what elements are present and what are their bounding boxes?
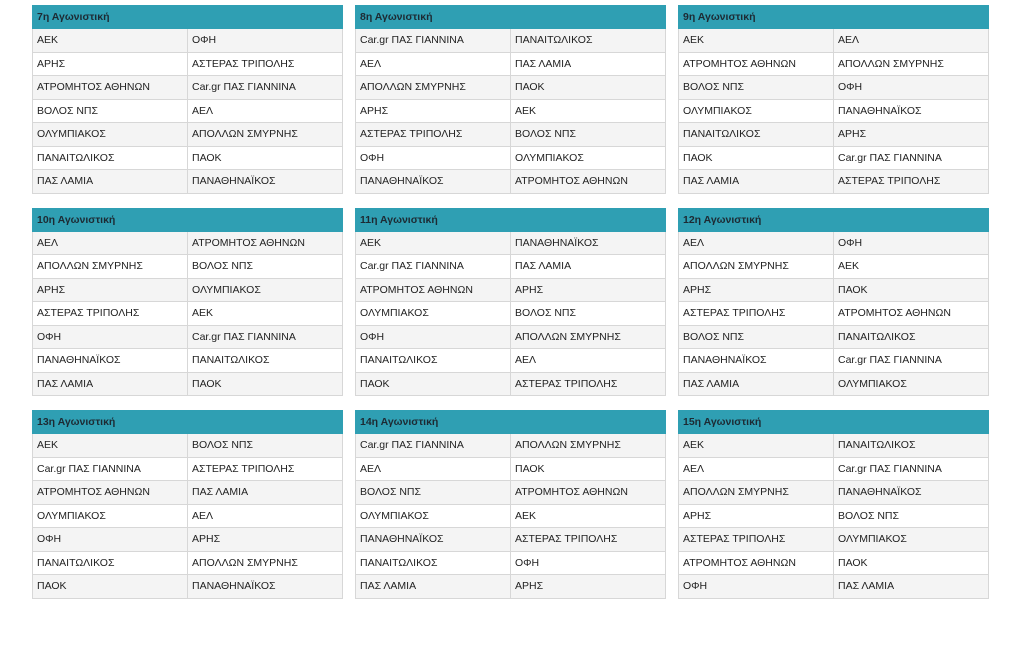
home-team: ΑΣΤΕΡΑΣ ΤΡΙΠΟΛΗΣ (679, 302, 834, 326)
match-row (356, 325, 666, 349)
round-table (678, 410, 989, 599)
match-row (33, 255, 343, 279)
home-team: ΑΤΡΟΜΗΤΟΣ ΑΘΗΝΩΝ (679, 551, 834, 575)
fixtures-grid (32, 5, 988, 599)
home-team: ΟΛΥΜΠΙΑΚΟΣ (33, 123, 188, 147)
match-row (356, 434, 666, 458)
away-team: Car.gr ΠΑΣ ΓΙΑΝΝΙΝΑ (834, 146, 989, 170)
home-team: ΑΕΛ (679, 231, 834, 255)
away-team: ΠΑΝΑΘΗΝΑΪΚΟΣ (188, 170, 343, 194)
match-row (679, 123, 989, 147)
home-team: ΑΕΛ (679, 457, 834, 481)
away-team: ΟΛΥΜΠΙΑΚΟΣ (188, 278, 343, 302)
match-row (33, 504, 343, 528)
home-team: Car.gr ΠΑΣ ΓΙΑΝΝΙΝΑ (356, 29, 511, 53)
home-team: ΠΑΟΚ (356, 372, 511, 396)
away-team: ΑΕΛ (188, 504, 343, 528)
away-team: ΑΤΡΟΜΗΤΟΣ ΑΘΗΝΩΝ (511, 481, 666, 505)
home-team: ΠΑΣ ΛΑΜΙΑ (33, 170, 188, 194)
match-row (679, 231, 989, 255)
round-title: 9η Αγωνιστική (679, 6, 989, 29)
away-team: Car.gr ΠΑΣ ΓΙΑΝΝΙΝΑ (188, 325, 343, 349)
match-row (356, 528, 666, 552)
away-team: ΒΟΛΟΣ ΝΠΣ (188, 434, 343, 458)
home-team: ΠΑΝΑΙΤΩΛΙΚΟΣ (33, 146, 188, 170)
match-row (33, 457, 343, 481)
home-team: ΟΦΗ (33, 528, 188, 552)
match-row (33, 575, 343, 599)
away-team: ΒΟΛΟΣ ΝΠΣ (834, 504, 989, 528)
away-team: ΠΑΝΑΘΗΝΑΪΚΟΣ (188, 575, 343, 599)
match-row (33, 99, 343, 123)
round-title: 13η Αγωνιστική (33, 411, 343, 434)
match-row (679, 99, 989, 123)
away-team: ΒΟΛΟΣ ΝΠΣ (511, 123, 666, 147)
home-team: ΟΦΗ (356, 146, 511, 170)
away-team: ΑΣΤΕΡΑΣ ΤΡΙΠΟΛΗΣ (188, 52, 343, 76)
home-team: ΠΑΣ ΛΑΜΙΑ (679, 372, 834, 396)
match-row (33, 29, 343, 53)
home-team: ΠΑΝΑΘΗΝΑΪΚΟΣ (356, 528, 511, 552)
home-team: ΑΕΚ (679, 29, 834, 53)
match-row (356, 146, 666, 170)
match-row (33, 146, 343, 170)
home-team: ΠΑΝΑΙΤΩΛΙΚΟΣ (679, 123, 834, 147)
match-row (356, 457, 666, 481)
away-team: ΟΛΥΜΠΙΑΚΟΣ (834, 372, 989, 396)
match-row (679, 146, 989, 170)
match-row (356, 504, 666, 528)
home-team: ΑΡΗΣ (33, 52, 188, 76)
round-table (32, 410, 343, 599)
home-team: ΑΕΚ (33, 434, 188, 458)
match-row (356, 349, 666, 373)
match-row (679, 302, 989, 326)
away-team: ΑΣΤΕΡΑΣ ΤΡΙΠΟΛΗΣ (511, 372, 666, 396)
match-row (33, 551, 343, 575)
match-row (356, 99, 666, 123)
away-team: ΠΑΟΚ (511, 76, 666, 100)
home-team: ΑΣΤΕΡΑΣ ΤΡΙΠΟΛΗΣ (679, 528, 834, 552)
match-row (679, 76, 989, 100)
away-team: ΟΦΗ (834, 76, 989, 100)
away-team: ΑΕΚ (188, 302, 343, 326)
away-team: ΠΑΣ ΛΑΜΙΑ (511, 255, 666, 279)
away-team: ΑΕΚ (511, 99, 666, 123)
home-team: ΠΑΣ ΛΑΜΙΑ (356, 575, 511, 599)
home-team: ΒΟΛΟΣ ΝΠΣ (679, 76, 834, 100)
away-team: Car.gr ΠΑΣ ΓΙΑΝΝΙΝΑ (188, 76, 343, 100)
away-team: ΑΡΗΣ (834, 123, 989, 147)
away-team: ΑΕΚ (511, 504, 666, 528)
match-row (679, 551, 989, 575)
home-team: ΑΡΗΣ (679, 278, 834, 302)
match-row (33, 325, 343, 349)
away-team: ΠΑΟΚ (834, 551, 989, 575)
match-row (679, 575, 989, 599)
away-team: ΑΣΤΕΡΑΣ ΤΡΙΠΟΛΗΣ (511, 528, 666, 552)
away-team: ΑΡΗΣ (511, 278, 666, 302)
round-table (355, 5, 666, 194)
match-row (679, 504, 989, 528)
home-team: ΟΦΗ (356, 325, 511, 349)
away-team: ΑΕΛ (511, 349, 666, 373)
away-team: ΑΤΡΟΜΗΤΟΣ ΑΘΗΝΩΝ (834, 302, 989, 326)
home-team: ΑΠΟΛΛΩΝ ΣΜΥΡΝΗΣ (356, 76, 511, 100)
away-team: ΠΑΟΚ (188, 146, 343, 170)
home-team: ΑΡΗΣ (356, 99, 511, 123)
away-team: ΑΠΟΛΛΩΝ ΣΜΥΡΝΗΣ (834, 52, 989, 76)
home-team: ΑΠΟΛΛΩΝ ΣΜΥΡΝΗΣ (679, 481, 834, 505)
away-team: ΑΠΟΛΛΩΝ ΣΜΥΡΝΗΣ (188, 123, 343, 147)
home-team: ΟΛΥΜΠΙΑΚΟΣ (33, 504, 188, 528)
round-table (678, 208, 989, 397)
match-row (679, 457, 989, 481)
away-team: ΑΕΛ (834, 29, 989, 53)
round-table (355, 208, 666, 397)
away-team: ΠΑΣ ΛΑΜΙΑ (511, 52, 666, 76)
away-team: ΑΡΗΣ (511, 575, 666, 599)
home-team: ΟΛΥΜΠΙΑΚΟΣ (356, 504, 511, 528)
home-team: ΠΑΣ ΛΑΜΙΑ (33, 372, 188, 396)
match-row (33, 349, 343, 373)
home-team: Car.gr ΠΑΣ ΓΙΑΝΝΙΝΑ (356, 434, 511, 458)
home-team: ΒΟΛΟΣ ΝΠΣ (356, 481, 511, 505)
match-row (33, 481, 343, 505)
match-row (679, 349, 989, 373)
round-title: 7η Αγωνιστική (33, 6, 343, 29)
match-row (679, 528, 989, 552)
round-title: 15η Αγωνιστική (679, 411, 989, 434)
home-team: ΑΕΚ (356, 231, 511, 255)
away-team: ΑΠΟΛΛΩΝ ΣΜΥΡΝΗΣ (188, 551, 343, 575)
round-table (32, 208, 343, 397)
round-title: 12η Αγωνιστική (679, 208, 989, 231)
match-row (679, 170, 989, 194)
away-team: ΟΦΗ (834, 231, 989, 255)
home-team: ΑΤΡΟΜΗΤΟΣ ΑΘΗΝΩΝ (33, 76, 188, 100)
match-row (679, 372, 989, 396)
home-team: ΟΦΗ (679, 575, 834, 599)
match-row (33, 52, 343, 76)
match-row (356, 278, 666, 302)
match-row (679, 325, 989, 349)
match-row (356, 170, 666, 194)
away-team: ΑΕΚ (834, 255, 989, 279)
away-team: ΠΑΟΚ (188, 372, 343, 396)
match-row (356, 372, 666, 396)
home-team: ΑΡΗΣ (33, 278, 188, 302)
match-row (356, 575, 666, 599)
home-team: ΟΦΗ (33, 325, 188, 349)
match-row (679, 52, 989, 76)
match-row (356, 76, 666, 100)
away-team: ΒΟΛΟΣ ΝΠΣ (511, 302, 666, 326)
match-row (33, 302, 343, 326)
home-team: ΑΕΚ (33, 29, 188, 53)
away-team: ΑΣΤΕΡΑΣ ΤΡΙΠΟΛΗΣ (834, 170, 989, 194)
away-team: ΑΠΟΛΛΩΝ ΣΜΥΡΝΗΣ (511, 325, 666, 349)
home-team: ΠΑΝΑΙΤΩΛΙΚΟΣ (356, 551, 511, 575)
home-team: ΠΑΝΑΘΗΝΑΪΚΟΣ (679, 349, 834, 373)
home-team: ΟΛΥΜΠΙΑΚΟΣ (679, 99, 834, 123)
home-team: ΑΕΛ (33, 231, 188, 255)
home-team: ΑΠΟΛΛΩΝ ΣΜΥΡΝΗΣ (679, 255, 834, 279)
round-table (678, 5, 989, 194)
match-row (356, 551, 666, 575)
home-team: ΒΟΛΟΣ ΝΠΣ (33, 99, 188, 123)
home-team: ΠΑΟΚ (679, 146, 834, 170)
match-row (33, 76, 343, 100)
match-row (33, 231, 343, 255)
away-team: ΑΡΗΣ (188, 528, 343, 552)
away-team: ΟΛΥΜΠΙΑΚΟΣ (834, 528, 989, 552)
home-team: ΟΛΥΜΠΙΑΚΟΣ (356, 302, 511, 326)
away-team: ΑΕΛ (188, 99, 343, 123)
away-team: ΠΑΝΑΘΗΝΑΪΚΟΣ (511, 231, 666, 255)
round-title: 14η Αγωνιστική (356, 411, 666, 434)
match-row (33, 170, 343, 194)
away-team: Car.gr ΠΑΣ ΓΙΑΝΝΙΝΑ (834, 349, 989, 373)
away-team: ΠΑΟΚ (834, 278, 989, 302)
home-team: ΠΑΝΑΙΤΩΛΙΚΟΣ (356, 349, 511, 373)
match-row (356, 123, 666, 147)
round-title: 11η Αγωνιστική (356, 208, 666, 231)
away-team: ΑΤΡΟΜΗΤΟΣ ΑΘΗΝΩΝ (511, 170, 666, 194)
match-row (679, 255, 989, 279)
away-team: ΠΑΝΑΘΗΝΑΪΚΟΣ (834, 99, 989, 123)
match-row (33, 372, 343, 396)
away-team: ΠΑΝΑΙΤΩΛΙΚΟΣ (834, 434, 989, 458)
home-team: ΠΑΣ ΛΑΜΙΑ (679, 170, 834, 194)
away-team: ΠΑΝΑΙΤΩΛΙΚΟΣ (511, 29, 666, 53)
match-row (679, 278, 989, 302)
match-row (679, 481, 989, 505)
home-team: ΑΤΡΟΜΗΤΟΣ ΑΘΗΝΩΝ (356, 278, 511, 302)
match-row (33, 278, 343, 302)
away-team: ΠΑΣ ΛΑΜΙΑ (188, 481, 343, 505)
away-team: ΑΤΡΟΜΗΤΟΣ ΑΘΗΝΩΝ (188, 231, 343, 255)
match-row (679, 434, 989, 458)
home-team: ΑΤΡΟΜΗΤΟΣ ΑΘΗΝΩΝ (679, 52, 834, 76)
match-row (679, 29, 989, 53)
away-team: ΟΦΗ (511, 551, 666, 575)
match-row (356, 231, 666, 255)
match-row (33, 528, 343, 552)
home-team: ΠΑΝΑΙΤΩΛΙΚΟΣ (33, 551, 188, 575)
match-row (33, 123, 343, 147)
match-row (356, 52, 666, 76)
away-team: ΠΑΝΑΘΗΝΑΪΚΟΣ (834, 481, 989, 505)
match-row (356, 29, 666, 53)
home-team: ΑΕΛ (356, 52, 511, 76)
home-team: ΑΕΛ (356, 457, 511, 481)
home-team: Car.gr ΠΑΣ ΓΙΑΝΝΙΝΑ (356, 255, 511, 279)
home-team: ΑΡΗΣ (679, 504, 834, 528)
home-team: ΑΤΡΟΜΗΤΟΣ ΑΘΗΝΩΝ (33, 481, 188, 505)
round-title: 10η Αγωνιστική (33, 208, 343, 231)
home-team: ΑΕΚ (679, 434, 834, 458)
home-team: ΑΣΤΕΡΑΣ ΤΡΙΠΟΛΗΣ (33, 302, 188, 326)
match-row (356, 255, 666, 279)
away-team: ΒΟΛΟΣ ΝΠΣ (188, 255, 343, 279)
home-team: ΑΠΟΛΛΩΝ ΣΜΥΡΝΗΣ (33, 255, 188, 279)
match-row (356, 302, 666, 326)
home-team: ΠΑΝΑΘΗΝΑΪΚΟΣ (33, 349, 188, 373)
away-team: ΠΑΟΚ (511, 457, 666, 481)
match-row (356, 481, 666, 505)
home-team: ΠΑΟΚ (33, 575, 188, 599)
away-team: ΑΠΟΛΛΩΝ ΣΜΥΡΝΗΣ (511, 434, 666, 458)
home-team: Car.gr ΠΑΣ ΓΙΑΝΝΙΝΑ (33, 457, 188, 481)
match-row (33, 434, 343, 458)
away-team: ΠΑΣ ΛΑΜΙΑ (834, 575, 989, 599)
away-team: ΠΑΝΑΙΤΩΛΙΚΟΣ (834, 325, 989, 349)
away-team: ΠΑΝΑΙΤΩΛΙΚΟΣ (188, 349, 343, 373)
away-team: ΑΣΤΕΡΑΣ ΤΡΙΠΟΛΗΣ (188, 457, 343, 481)
away-team: ΟΛΥΜΠΙΑΚΟΣ (511, 146, 666, 170)
round-title: 8η Αγωνιστική (356, 6, 666, 29)
round-table (32, 5, 343, 194)
away-team: ΟΦΗ (188, 29, 343, 53)
home-team: ΠΑΝΑΘΗΝΑΪΚΟΣ (356, 170, 511, 194)
home-team: ΒΟΛΟΣ ΝΠΣ (679, 325, 834, 349)
away-team: Car.gr ΠΑΣ ΓΙΑΝΝΙΝΑ (834, 457, 989, 481)
home-team: ΑΣΤΕΡΑΣ ΤΡΙΠΟΛΗΣ (356, 123, 511, 147)
round-table (355, 410, 666, 599)
